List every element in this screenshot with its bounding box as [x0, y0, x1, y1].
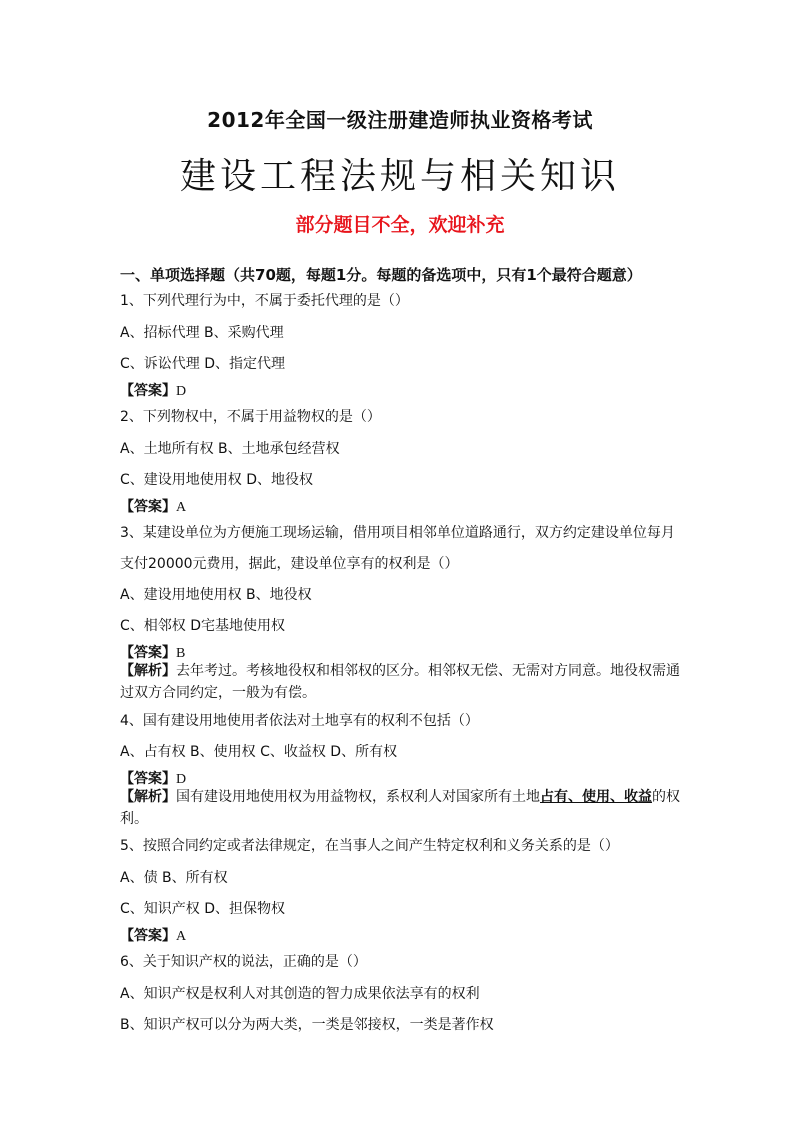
question-options: A、土地所有权 B、土地承包经营权	[120, 441, 340, 457]
answer-line	[120, 768, 186, 788]
question-options: B、知识产权可以分为两大类，一类是邻接权，一类是著作权	[120, 1017, 494, 1033]
question-options: A、建设用地使用权 B、地役权	[120, 587, 312, 603]
underlined-separator: 、	[568, 789, 582, 805]
answer-line	[120, 496, 186, 516]
question-options: A、占有权 B、使用权 C、收益权 D、所有权	[120, 744, 398, 760]
question-stem: 2、下列物权中，不属于用益物权的是（）	[120, 409, 381, 425]
subject-title: 建设工程法规与相关知识	[179, 156, 620, 197]
underlined-term: 收益	[624, 789, 652, 805]
question-options: A、招标代理 B、采购代理	[120, 325, 284, 341]
answer-value: A	[176, 500, 187, 515]
analysis-text: 的权	[652, 789, 680, 805]
question-options: C、知识产权 D、担保物权	[120, 901, 286, 917]
answer-value: D	[176, 772, 187, 787]
question-stem: 3、某建设单位为方便施工现场运输，借用项目相邻单位道路通行，双方约定建设单位每月	[120, 525, 675, 541]
answer-label: 【答案】	[120, 771, 176, 787]
answer-value: D	[176, 384, 187, 399]
analysis-block	[120, 786, 690, 830]
answer-value: B	[176, 646, 186, 661]
answer-value: A	[176, 929, 187, 944]
answer-label: 【答案】	[120, 383, 176, 399]
question-stem: 6、关于知识产权的说法，正确的是（）	[120, 954, 367, 970]
analysis-label: 【解析】	[120, 663, 176, 679]
answer-line	[120, 925, 186, 945]
analysis-text: 利。	[120, 811, 148, 827]
analysis-text: 去年考过。考核地役权和相邻权的区分。相邻权无偿、无需对方同意。地役权需通	[176, 663, 680, 679]
analysis-label: 【解析】	[120, 789, 176, 805]
underlined-term: 占有	[540, 789, 568, 805]
analysis-text: 过双方合同约定，一般为有偿。	[120, 685, 316, 701]
question-options: A、知识产权是权利人对其创造的智力成果依法享有的权利	[120, 986, 480, 1002]
exam-title: 2012年全国一级注册建造师执业资格考试	[207, 108, 593, 132]
question-options: C、建设用地使用权 D、地役权	[120, 472, 314, 488]
underlined-term: 使用	[582, 789, 610, 805]
question-options: A、债 B、所有权	[120, 870, 228, 886]
answer-label: 【答案】	[120, 645, 176, 661]
answer-label: 【答案】	[120, 499, 176, 515]
answer-line	[120, 642, 185, 662]
analysis-text: 国有建设用地使用权为用益物权，系权利人对国家所有土地	[176, 789, 540, 805]
question-stem: 1、下列代理行为中，不属于委托代理的是（）	[120, 293, 409, 309]
incomplete-note: 部分题目不全，欢迎补充	[295, 214, 505, 236]
question-options: C、诉讼代理 D、指定代理	[120, 356, 286, 372]
underlined-separator: 、	[610, 789, 624, 805]
answer-line	[120, 380, 186, 400]
question-stem: 支付20000元费用，据此，建设单位享有的权利是（）	[120, 556, 459, 572]
question-options: C、相邻权 D宅基地使用权	[120, 618, 286, 634]
analysis-block	[120, 660, 690, 704]
question-stem: 5、按照合同约定或者法律规定，在当事人之间产生特定权利和义务关系的是（）	[120, 838, 619, 854]
answer-label: 【答案】	[120, 928, 176, 944]
question-stem: 4、国有建设用地使用者依法对土地享有的权利不包括（）	[120, 713, 479, 729]
section-heading: 一、单项选择题（共70题，每题1分。每题的备选项中，只有1个最符合题意）	[120, 266, 642, 284]
